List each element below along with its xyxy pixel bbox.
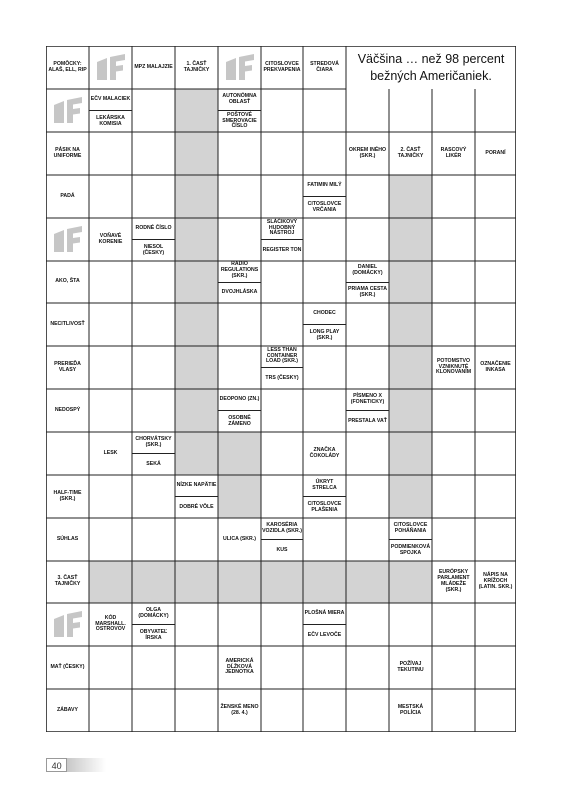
- answer-cell: [218, 603, 261, 646]
- answer-cell: [346, 89, 389, 132]
- clue-text: CHORVÁTSKY (SKR.): [135, 435, 172, 448]
- clue-text: DOBRÉ VÔLE: [175, 496, 218, 518]
- clue-text: DANIEL (DOMÁCKY): [352, 264, 383, 277]
- puzzle-headline: Väčšina … než 98 percent bežných Američaniek.: [346, 46, 516, 89]
- clue-cell: [218, 518, 261, 561]
- shaded-answer-cell: [175, 432, 218, 475]
- publisher-logo-icon: [89, 46, 132, 89]
- clue-text: PODMIENKOVÁ SPOJKA: [389, 539, 432, 561]
- answer-cell: [432, 432, 475, 475]
- clue-text: OSOBNÉ ZÁMENO: [218, 410, 261, 432]
- answer-cell: [475, 603, 516, 646]
- answer-cell: [132, 175, 175, 218]
- answer-cell: [132, 346, 175, 389]
- clue-text: 2. ČASŤ TAJNIČKY: [397, 146, 424, 159]
- shaded-answer-cell: [389, 303, 432, 346]
- clue-cell: [46, 46, 89, 89]
- answer-cell: [175, 689, 218, 732]
- clue-text: POŽÍVAJ TEKUTINU: [397, 660, 424, 673]
- answer-cell: [89, 646, 132, 689]
- answer-cell: [432, 389, 475, 432]
- clue-cell: [46, 346, 89, 389]
- answer-cell: [346, 689, 389, 732]
- answer-cell: [132, 518, 175, 561]
- clue-cell: [303, 303, 346, 346]
- answer-cell: [89, 389, 132, 432]
- clue-text: AKO, ŠTA: [55, 278, 80, 285]
- shaded-answer-cell: [389, 218, 432, 261]
- clue-cell: [303, 432, 346, 475]
- clue-cell: [46, 561, 89, 603]
- clue-text: CITOSLOVCE PLAŠENIA: [303, 496, 346, 518]
- clue-cell: [46, 475, 89, 518]
- clue-cell: [475, 346, 516, 389]
- answer-cell: [89, 175, 132, 218]
- clue-text: PRIAMA CESTA (SKR.): [346, 282, 389, 304]
- answer-cell: [132, 261, 175, 303]
- clue-cell: [89, 89, 132, 132]
- answer-cell: [346, 175, 389, 218]
- clue-cell: [46, 389, 89, 432]
- answer-cell: [261, 89, 303, 132]
- answer-cell: [432, 303, 475, 346]
- clue-text: LESS THAN CONTAINER LOAD (SKR.): [266, 346, 298, 365]
- clue-text: REGISTER TON: [261, 239, 303, 261]
- answer-cell: [346, 432, 389, 475]
- clue-text: RODNÉ ČÍSLO: [135, 224, 172, 231]
- clue-text: NÁPIS NA KRÍŽOCH (LATIN. SKR.): [478, 572, 513, 590]
- clue-cell: [46, 132, 89, 175]
- answer-cell: [432, 261, 475, 303]
- shaded-answer-cell: [175, 218, 218, 261]
- clue-text: POTOMSTVO VZNIKNUTÉ KLONOVANÍM: [435, 357, 472, 376]
- clue-text: AMERICKÁ DĹŽKOVÁ JEDNOTKA: [225, 657, 254, 676]
- clue-cell: [46, 175, 89, 218]
- shaded-answer-cell: [389, 561, 432, 603]
- answer-cell: [303, 646, 346, 689]
- shaded-answer-cell: [389, 346, 432, 389]
- answer-cell: [389, 603, 432, 646]
- clue-cell: [475, 132, 516, 175]
- shaded-answer-cell: [389, 475, 432, 518]
- answer-cell: [346, 475, 389, 518]
- answer-cell: [303, 518, 346, 561]
- clue-text: PADÁ: [60, 192, 75, 199]
- answer-cell: [303, 132, 346, 175]
- answer-cell: [218, 346, 261, 389]
- clue-cell: [261, 346, 303, 389]
- clue-text: LESK: [103, 449, 118, 456]
- answer-cell: [132, 389, 175, 432]
- answer-cell: [303, 689, 346, 732]
- clue-text: RADIO REGULATIONS (SKR.): [220, 261, 259, 280]
- clue-text: EČV LEVOČE: [303, 624, 346, 646]
- answer-cell: [261, 175, 303, 218]
- shaded-answer-cell: [175, 175, 218, 218]
- answer-cell: [303, 89, 346, 132]
- clue-text: LONG PLAY (SKR.): [303, 324, 346, 346]
- clue-cell: [46, 646, 89, 689]
- clue-cell: [175, 46, 218, 89]
- answer-cell: [261, 432, 303, 475]
- shaded-answer-cell: [175, 561, 218, 603]
- answer-cell: [132, 303, 175, 346]
- answer-cell: [89, 689, 132, 732]
- publisher-logo-icon: [46, 218, 89, 261]
- answer-cell: [432, 475, 475, 518]
- clue-text: HALF-TIME (SKR.): [53, 489, 82, 502]
- clue-cell: [389, 689, 432, 732]
- answer-cell: [89, 475, 132, 518]
- answer-cell: [132, 89, 175, 132]
- answer-cell: [218, 303, 261, 346]
- answer-cell: [132, 689, 175, 732]
- clue-text: POMÔCKY: ALAŠ, ELL, RIP: [48, 60, 87, 73]
- page-number: 40: [46, 758, 67, 772]
- clue-cell: [303, 603, 346, 646]
- answer-cell: [432, 646, 475, 689]
- shaded-answer-cell: [389, 389, 432, 432]
- answer-cell: [261, 475, 303, 518]
- clue-text: NÍZKE NAPÄTIE: [176, 481, 217, 488]
- answer-cell: [132, 475, 175, 518]
- answer-cell: [261, 303, 303, 346]
- clue-text: MESTSKÁ POLÍCIA: [397, 703, 424, 716]
- shaded-answer-cell: [175, 261, 218, 303]
- answer-cell: [475, 646, 516, 689]
- answer-cell: [218, 218, 261, 261]
- answer-cell: [218, 175, 261, 218]
- clue-text: PLOŠNÁ MIERA: [304, 609, 345, 616]
- clue-text: TRS (ČESKY): [261, 367, 303, 389]
- clue-text: OKREM INÉHO (SKR.): [348, 146, 387, 159]
- clue-cell: [389, 518, 432, 561]
- answer-cell: [89, 346, 132, 389]
- clue-text: EČV MALACIEK: [90, 95, 131, 102]
- clue-text: FATIMIN MILÝ: [307, 181, 342, 188]
- answer-cell: [175, 518, 218, 561]
- logo-mark: [51, 610, 85, 640]
- answer-cell: [475, 175, 516, 218]
- shaded-answer-cell: [389, 432, 432, 475]
- clue-text: AUTONÓMNA OBLASŤ: [222, 92, 257, 105]
- clue-cell: [218, 389, 261, 432]
- clue-cell: [46, 518, 89, 561]
- clue-cell: [303, 175, 346, 218]
- clue-cell: [132, 603, 175, 646]
- answer-cell: [175, 646, 218, 689]
- answer-cell: [432, 518, 475, 561]
- answer-cell: [475, 475, 516, 518]
- clue-text: OBYVATEĽ ÍRSKA: [132, 624, 175, 646]
- clue-cell: [89, 603, 132, 646]
- answer-cell: [132, 132, 175, 175]
- answer-cell: [261, 261, 303, 303]
- clue-cell: [261, 518, 303, 561]
- clue-text: SÚHLAS: [56, 535, 79, 542]
- shaded-answer-cell: [346, 561, 389, 603]
- answer-cell: [261, 389, 303, 432]
- answer-cell: [261, 689, 303, 732]
- clue-text: SLÁČIKOVÝ HUDOBNÝ NÁSTROJ: [266, 218, 298, 237]
- answer-cell: [475, 89, 516, 132]
- shaded-answer-cell: [175, 132, 218, 175]
- answer-cell: [432, 689, 475, 732]
- clue-cell: [175, 475, 218, 518]
- answer-cell: [432, 175, 475, 218]
- clue-text: EURÓPSKY PARLAMENT MLÁDEŽE (SKR.): [437, 569, 470, 593]
- shaded-answer-cell: [175, 303, 218, 346]
- logo-mark: [51, 96, 85, 126]
- clue-text: PRESTALA VAŤ: [346, 410, 389, 432]
- answer-cell: [432, 89, 475, 132]
- footer-gradient-bar: [67, 758, 106, 772]
- clue-text: VOŇAVÉ KORENIE: [98, 232, 123, 245]
- clue-text: 1. ČASŤ TAJNIČKY: [183, 60, 210, 73]
- answer-cell: [303, 261, 346, 303]
- clue-text: KAROSÉRIA VOZIDLA (SKR.): [262, 521, 302, 534]
- shaded-answer-cell: [132, 561, 175, 603]
- answer-cell: [261, 646, 303, 689]
- logo-mark: [51, 225, 85, 255]
- shaded-answer-cell: [303, 561, 346, 603]
- clue-text: PORANÍ: [485, 149, 506, 156]
- clue-text: PÁSIK NA UNIFORME: [53, 146, 82, 159]
- answer-cell: [346, 518, 389, 561]
- clue-text: MAŤ (ČESKY): [50, 663, 85, 670]
- clue-text: MPZ MALAJZIE: [134, 63, 173, 70]
- clue-cell: [303, 46, 346, 89]
- answer-cell: [346, 603, 389, 646]
- clue-cell: [346, 261, 389, 303]
- clue-text: CHODEC: [313, 309, 336, 316]
- clue-text: CITOSLOVCE VRČANIA: [303, 196, 346, 218]
- answer-cell: [46, 432, 89, 475]
- clue-cell: [218, 689, 261, 732]
- answer-cell: [432, 218, 475, 261]
- clue-text: ÚKRYT STRELCA: [312, 478, 337, 491]
- publisher-logo-icon: [46, 89, 89, 132]
- answer-cell: [261, 132, 303, 175]
- clue-text: POŠTOVÉ SMEROVACIE ČÍSLO: [218, 110, 261, 132]
- shaded-answer-cell: [218, 561, 261, 603]
- clue-cell: [132, 218, 175, 261]
- answer-cell: [303, 346, 346, 389]
- clue-text: DVOJHLÁSKA: [218, 282, 261, 304]
- shaded-answer-cell: [389, 175, 432, 218]
- clue-cell: [346, 132, 389, 175]
- clue-cell: [89, 432, 132, 475]
- answer-cell: [89, 518, 132, 561]
- answer-cell: [475, 432, 516, 475]
- clue-text: NIESOL (ČESKY): [132, 239, 175, 261]
- publisher-logo-icon: [46, 603, 89, 646]
- answer-cell: [475, 261, 516, 303]
- answer-cell: [218, 132, 261, 175]
- clue-cell: [132, 46, 175, 89]
- answer-cell: [475, 303, 516, 346]
- clue-text: PÍSMENO X (FONETICKY): [350, 392, 385, 405]
- answer-cell: [346, 218, 389, 261]
- answer-cell: [89, 303, 132, 346]
- clue-cell: [346, 389, 389, 432]
- answer-cell: [475, 518, 516, 561]
- clue-text: NECITLIVOSŤ: [50, 320, 85, 327]
- clue-text: NEDOSPÝ: [54, 406, 81, 413]
- answer-cell: [389, 89, 432, 132]
- clue-cell: [89, 218, 132, 261]
- answer-cell: [475, 389, 516, 432]
- clue-cell: [46, 689, 89, 732]
- clue-text: KUS: [261, 539, 303, 561]
- shaded-answer-cell: [89, 561, 132, 603]
- clue-text: ŽENSKÉ MENO (28. 4.): [220, 703, 259, 716]
- page-footer: [46, 758, 106, 772]
- clue-text: 3. ČASŤ TAJNIČKY: [54, 575, 81, 587]
- shaded-answer-cell: [175, 389, 218, 432]
- answer-cell: [303, 389, 346, 432]
- clue-cell: [218, 261, 261, 303]
- clue-text: ZNAČKA ČOKOLÁDY: [309, 446, 340, 459]
- crossword-grid: [46, 46, 516, 732]
- clue-cell: [389, 132, 432, 175]
- answer-cell: [475, 218, 516, 261]
- clue-text: OLGA (DOMÁCKY): [138, 606, 169, 619]
- shaded-answer-cell: [261, 561, 303, 603]
- answer-cell: [346, 346, 389, 389]
- clue-text: ZÁBAVY: [57, 706, 78, 713]
- shaded-answer-cell: [175, 89, 218, 132]
- clue-text: SEKÁ: [132, 453, 175, 475]
- shaded-answer-cell: [389, 261, 432, 303]
- clue-cell: [46, 261, 89, 303]
- answer-cell: [261, 603, 303, 646]
- answer-cell: [175, 603, 218, 646]
- clue-cell: [389, 646, 432, 689]
- answer-cell: [346, 646, 389, 689]
- clue-cell: [132, 432, 175, 475]
- clue-cell: [303, 475, 346, 518]
- clue-text: CITOSLOVCE PREKVAPENIA: [263, 60, 301, 73]
- shaded-answer-cell: [218, 432, 261, 475]
- logo-mark: [94, 53, 128, 83]
- clue-cell: [432, 346, 475, 389]
- answer-cell: [432, 603, 475, 646]
- clue-text: OZNAČENIE INKASA: [480, 360, 511, 373]
- clue-cell: [218, 89, 261, 132]
- clue-text: KÓD MARSHALL. OSTROVOV: [95, 614, 126, 633]
- answer-cell: [89, 261, 132, 303]
- clue-text: DEOPONO (ZN.): [219, 395, 260, 402]
- shaded-answer-cell: [175, 346, 218, 389]
- clue-text: RASCOVÝ LIKÉR: [440, 146, 467, 159]
- clue-cell: [432, 561, 475, 603]
- clue-cell: [475, 561, 516, 603]
- clue-cell: [261, 218, 303, 261]
- logo-mark: [223, 53, 257, 83]
- answer-cell: [89, 132, 132, 175]
- clue-cell: [432, 132, 475, 175]
- answer-cell: [346, 303, 389, 346]
- answer-cell: [132, 646, 175, 689]
- publisher-logo-icon: [218, 46, 261, 89]
- clue-cell: [46, 303, 89, 346]
- clue-text: STREDOVÁ ČIARA: [310, 60, 339, 73]
- clue-cell: [218, 646, 261, 689]
- answer-cell: [475, 689, 516, 732]
- clue-text: LEKÁRSKA KOMISIA: [89, 110, 132, 132]
- clue-text: ULICA (SKR.): [223, 535, 256, 542]
- clue-text: CITOSLOVCE POHÁŇANIA: [393, 521, 428, 534]
- clue-cell: [261, 46, 303, 89]
- answer-cell: [303, 218, 346, 261]
- clue-text: PRERIEĎA VLASY: [54, 360, 81, 373]
- shaded-answer-cell: [218, 475, 261, 518]
